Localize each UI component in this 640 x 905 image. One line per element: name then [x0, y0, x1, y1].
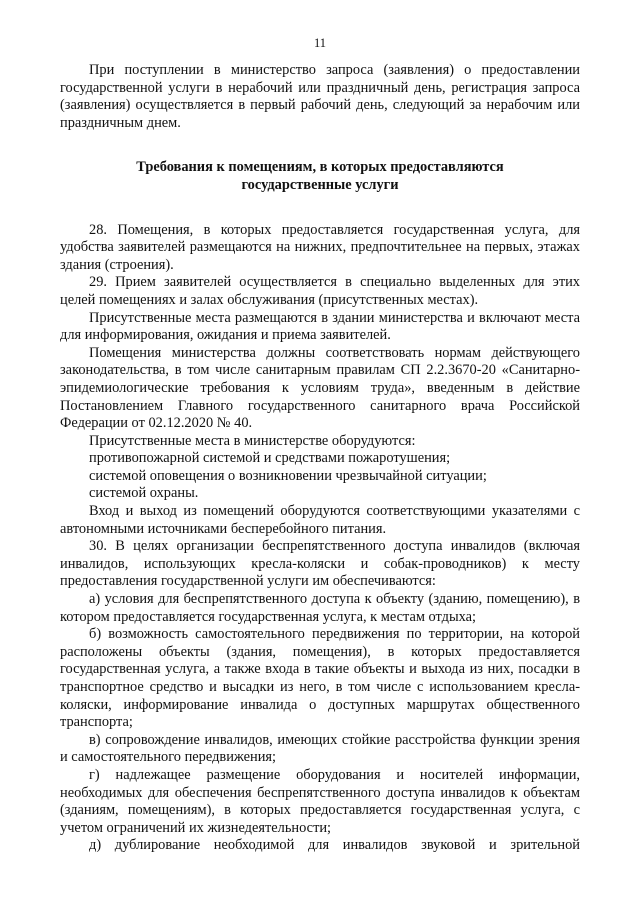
list-item-security-system: системой охраны. — [89, 485, 199, 502]
section-heading: Требования к помещениям, в которых предоставляются государственные услуги — [136, 159, 504, 193]
list-item-v: в) сопровождение инвалидов, имеющих стойкие расстройства функции зрения и самостоятельного передвижения; — [60, 731, 580, 766]
list-item-b: б) возможность самостоятельного передвижения по территории, на которой расположены объекты (здания, помещения), в которых предоставляется государственная услуга, а также входа в такие объекты и выхода из них, посадки в транспортное средство и высадки из него, в том числе с использованием кресла-коляски, информирование инвалида о доступных маршрутах общественного транспорта; — [60, 626, 580, 731]
paragraph-29: 29. Прием заявителей осуществляется в специально выделенных для этих целей помещениях и залах обслуживания (присутственных местах). — [60, 274, 580, 308]
page-number: 11 — [313, 36, 327, 50]
paragraph-sanitary-norms: Помещения министерства должны соответствовать нормам действующего законодательства, в том числе санитарным правилам СП 2.2.3670-20 «Санитарно-эпидемиологические требования к условиям труда», введенным в действие Постановлением Главного государственного санитарного врача Российской Федерации от 02.12.2020 № 40. — [60, 344, 580, 432]
list-item-fire-system: противопожарной системой и средствами пожаротушения; — [89, 450, 451, 467]
list-item-a: а) условия для беспрепятственного доступа к объекту (зданию, помещению), в котором предоставляется государственная услуга, к местам отдыха; — [60, 591, 580, 625]
list-item-g: г) надлежащее размещение оборудования и носителей информации, необходимых для обеспечения беспрепятственного доступа инвалидов к объектам (зданиям, помещениям), в которых предоставляется государственная услуга, с учетом ограничений их жизнедеятельности; — [60, 766, 580, 836]
paragraph-30: 30. В целях организации беспрепятственного доступа инвалидов (включая инвалидов, использующих кресла-коляски и собак-проводников) к месту предоставления государственной услуги им обеспечиваются: — [60, 538, 580, 590]
document-body — [60, 62, 580, 855]
paragraph-equipment-intro: Присутственные места в министерстве оборудуются: — [89, 432, 416, 449]
intro-paragraph: При поступлении в министерство запроса (заявления) о предоставлении государственной услуги в нерабочий или праздничный день, регистрация запроса (заявления) осуществляется в первый рабочий день, следующий за нерабочим или праздничным днем. — [60, 62, 580, 131]
paragraph-attendance-places: Присутственные места размещаются в здании министерства и включают места для информирования, ожидания и приема заявителей. — [60, 309, 580, 344]
list-item-alert-system: системой оповещения о возникновении чрезвычайной ситуации; — [89, 467, 487, 484]
paragraph-entrance-exit: Вход и выход из помещений оборудуются соответствующими указателями с автономными источниками бесперебойного питания. — [60, 503, 580, 537]
paragraph-28: 28. Помещения, в которых предоставляется государственная услуга, для удобства заявителей размещаются на нижних, предпочтительнее на первых, этажах здания (строения). — [60, 221, 580, 273]
list-item-d: д) дублирование необходимой для инвалидов звуковой и зрительной — [89, 837, 580, 854]
